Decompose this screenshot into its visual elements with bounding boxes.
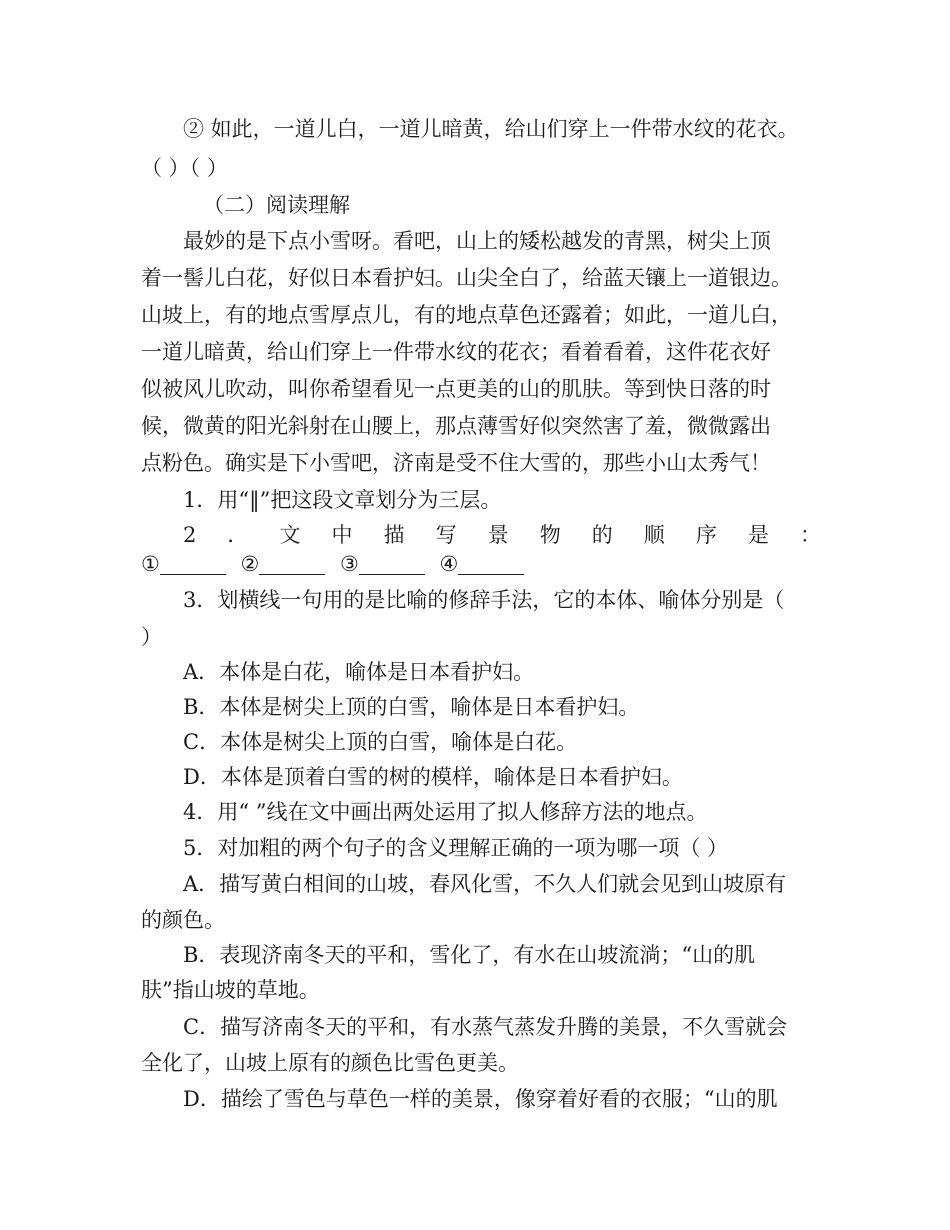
option-a-cont: 的颜色。 — [141, 908, 225, 932]
q2-char: ： — [799, 523, 821, 547]
q2-char: 中 — [331, 523, 353, 547]
q2-char: 景 — [487, 523, 509, 547]
question-3: 3．划横线一句用的是比喻的修辞手法，它的本体、喻体分别是（ — [183, 588, 785, 612]
question-3-bracket: ） — [141, 625, 162, 649]
option-a: A．本体是白花，喻体是日本看护妇。 — [183, 660, 535, 684]
text-line: ② 如此，一道儿白，一道儿暗黄，给山们穿上一件带水纹的花衣。 — [183, 117, 799, 141]
option-c: C．描写济南冬天的平和，有水蒸气蒸发升腾的美景，不久雪就会 — [183, 1015, 788, 1039]
q2-char: 物 — [539, 523, 561, 547]
section-heading: （二）阅读理解 — [203, 193, 350, 217]
answer-blank-4[interactable] — [458, 550, 524, 575]
passage-line: 点粉色。确实是下小雪吧，济南是受不住大雪的，那些小山太秀气！ — [141, 451, 771, 475]
answer-blank-3[interactable] — [359, 550, 425, 575]
option-c-cont: 全化了，山坡上原有的颜色比雪色更美。 — [141, 1051, 519, 1075]
passage-line: 一道儿暗黄，给山们穿上一件带水纹的花衣；看着看着，这件花衣好 — [141, 340, 771, 364]
option-c: C．本体是树尖上顶的白雪，喻体是白花。 — [183, 730, 578, 754]
passage-line: 似被风儿吹动，叫你希望看见一点更美的山的肌肤。等到快日落的时 — [141, 377, 771, 401]
q2-char: 文 — [279, 523, 301, 547]
question-5: 5．对加粗的两个句子的含义理解正确的一项为哪一项（ ） — [183, 836, 729, 860]
option-b-cont: 肤”指山坡的草地。 — [141, 978, 320, 1002]
question-1: 1．用“‖”把这段文章划分为三层。 — [183, 488, 502, 512]
option-b: B．表现济南冬天的平和，雪化了，有水在山坡流淌；“山的肌 — [183, 943, 756, 967]
q2-char: 2 — [183, 523, 197, 547]
blank-label: ② — [240, 552, 260, 576]
passage-line: 最妙的是下点小雪呀。看吧，山上的矮松越发的青黑，树尖上顶 — [183, 229, 771, 253]
q2-char: ． — [227, 523, 249, 547]
passage-line: 着一髻儿白花，好似日本看护妇。山尖全白了，给蓝天镶上一道银边。 — [141, 266, 792, 290]
passage-line: 山坡上，有的地点雪厚点儿，有的地点草色还露着；如此，一道儿白， — [141, 303, 792, 327]
answer-blank-1[interactable] — [160, 550, 226, 575]
q2-char: 写 — [435, 523, 457, 547]
option-d: D．描绘了雪色与草色一样的美景，像穿着好看的衣服；“山的肌 — [183, 1087, 778, 1111]
question-4: 4．用“ ”线在文中画出两处运用了拟人修辞方法的地点。 — [183, 800, 708, 824]
blank-label: ① — [141, 552, 160, 576]
q2-char: 顺 — [643, 523, 665, 547]
option-b: B．本体是树尖上顶的白雪，喻体是日本看护妇。 — [183, 695, 640, 719]
option-d: D．本体是顶着白雪的树的模样，喻体是日本看护妇。 — [183, 765, 683, 789]
q2-char: 序 — [695, 523, 717, 547]
option-a: A．描写黄白相间的山坡，春风化雪，不久人们就会见到山坡原有 — [183, 872, 787, 896]
answer-brackets: （ ）（ ） — [141, 156, 228, 180]
question-2-blanks — [141, 546, 821, 582]
blank-label: ③ — [340, 552, 359, 576]
passage-line: 候，微黄的阳光斜射在山腰上，那点薄雪好似突然害了羞，微微露出 — [141, 414, 771, 438]
q2-char: 描 — [383, 523, 405, 547]
blank-label: ④ — [439, 552, 459, 576]
answer-blank-2[interactable] — [259, 550, 325, 575]
q2-char: 的 — [591, 523, 613, 547]
q2-char: 是 — [747, 523, 769, 547]
